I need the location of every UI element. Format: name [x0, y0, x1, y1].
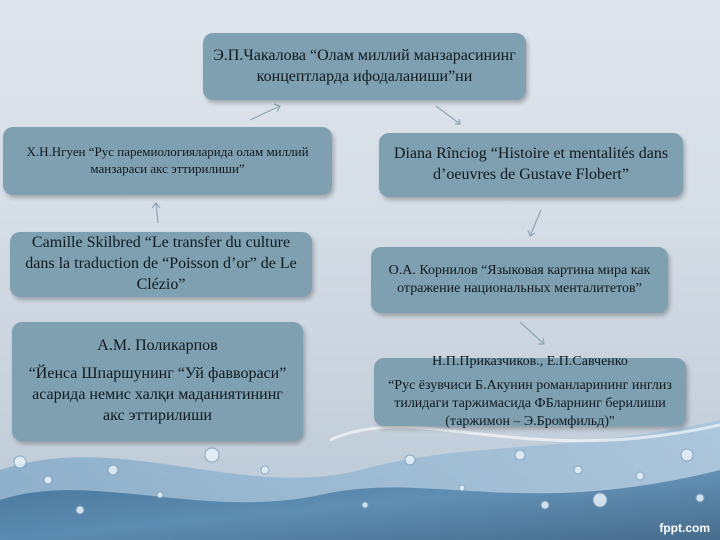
box-polikarpov — [12, 322, 303, 441]
box-text: Э.П.Чакалова “Олам миллий манзарасининг концептларда ифодаланиши”ни — [213, 46, 516, 85]
box-text: О.А. Корнилов “Языковая картина мира как отражение национальных менталитетов” — [388, 262, 651, 296]
box-text: Diana Rînciog “Histoire et mentalités dans d’oeuvres de Gustave Flobert” — [393, 145, 669, 183]
box-author: Н.П.Приказчиков., Е.П.Савченко — [432, 353, 628, 369]
box-author: А.М. Поликарпов — [97, 337, 218, 355]
box-text: Camille Skilbred “Le transfer du culture dans la traduction de “Poisson d’or” de Le Clézio” — [25, 234, 297, 293]
box-text: Х.Н.Нгуен “Рус паремиологияларида олам миллий манзараси акс эттирилиши” — [26, 144, 309, 176]
box-kornilov — [371, 247, 668, 313]
box-skilbred — [10, 232, 312, 297]
box-prikazchikov — [374, 353, 686, 430]
footer-brand: fppt.com — [659, 521, 710, 535]
box-rinciog — [379, 133, 683, 197]
box-nguyen — [3, 127, 332, 195]
box-chakalova — [203, 33, 526, 100]
box-title: “Йенса Шпаршунинг “Уй фаввораси” асарида немис халқи маданиятининг акс эттирилиши — [28, 365, 287, 424]
box-title: “Рус ёзувчиси Б.Акунин романларининг инглиз тилидаги таржимасида ФБларнинг берилиши (таржимон – Э.Бромфильд)" — [388, 377, 672, 430]
